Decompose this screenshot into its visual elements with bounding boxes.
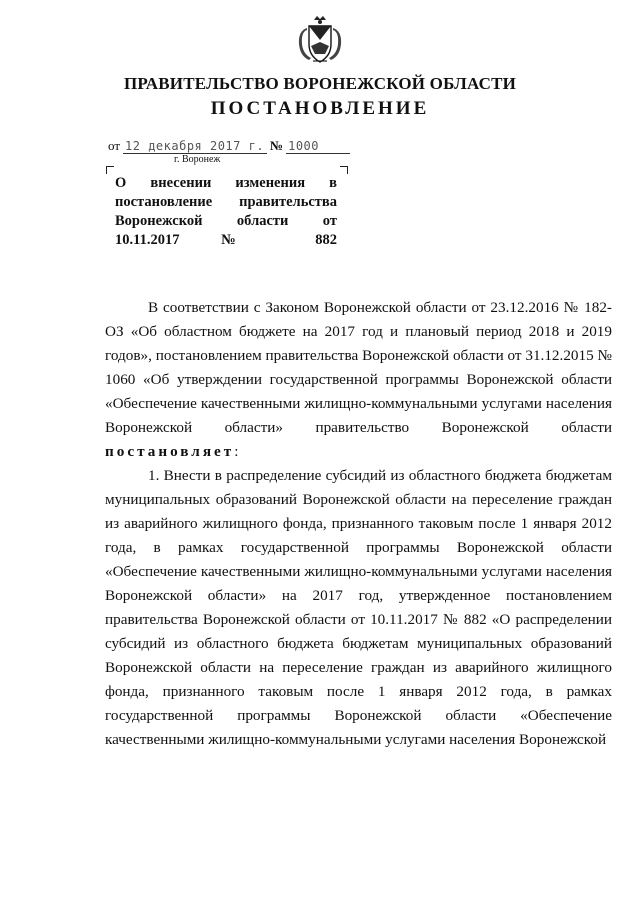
preamble-paragraph — [105, 296, 612, 464]
item-1-paragraph: 1. Внести в распределение субсидий из областного бюджета бюджетам муниципальных образований Воронежской области на переселение граждан из аварийного жилищного фонда, признанного таковым после 1 января 2012 года, в рамках государственной программы Воронежской области «Обеспечение качественными жилищно-коммунальными услугами населения Воронежской области» на 2017 год, утвержденное постановлением правительства Воронежской области от 10.11.2017 № 882 «О распределении субсидий из областного бюджета бюджетам муниципальных образований Воронежской области на переселение граждан из аварийного жилищного фонда, признанного таковым после 1 января 2012 года, в рамках государственной программы Воронежской области «Обеспечение качественными жилищно-коммунальными услугами населения Воронежской — [105, 467, 612, 748]
corner-mark-right — [340, 166, 348, 174]
city-label: г. Воронеж — [174, 154, 221, 165]
corner-mark-left — [106, 166, 114, 174]
document-type-title: ПОСТАНОВЛЕНИЕ — [210, 98, 430, 119]
number-label: № — [270, 138, 284, 153]
document-body — [105, 296, 612, 752]
number-value: 1000 — [286, 139, 350, 154]
preamble-text: В соответствии с Законом Воронежской области от 23.12.2016 № 182-ОЗ «Об областном бюджете на 2017 год и плановый период 2018 и 2019 годов», постановлением правительства Воронежской области от 31.12.2015 № 1060 «Об утверждении государственной программы Воронежской области «Обеспечение качественными жилищно-коммунальными услугами населения Воронежской области» правительство Воронежской области — [105, 299, 612, 436]
decrees-tail: : — [234, 443, 239, 460]
coat-of-arms-icon — [297, 14, 343, 66]
government-name: ПРАВИТЕЛЬСТВО ВОРОНЕЖСКОЙ ОБЛАСТИ — [123, 74, 517, 93]
decrees-word: постановляет — [105, 443, 235, 460]
date-from-label: от — [108, 138, 121, 153]
date-value: 12 декабря 2017 г. — [123, 139, 267, 154]
document-subject: О внесении изменения в постановление правительства Воронежской области от 10.11.2017 № 882 — [115, 175, 337, 248]
dateline — [108, 138, 350, 154]
